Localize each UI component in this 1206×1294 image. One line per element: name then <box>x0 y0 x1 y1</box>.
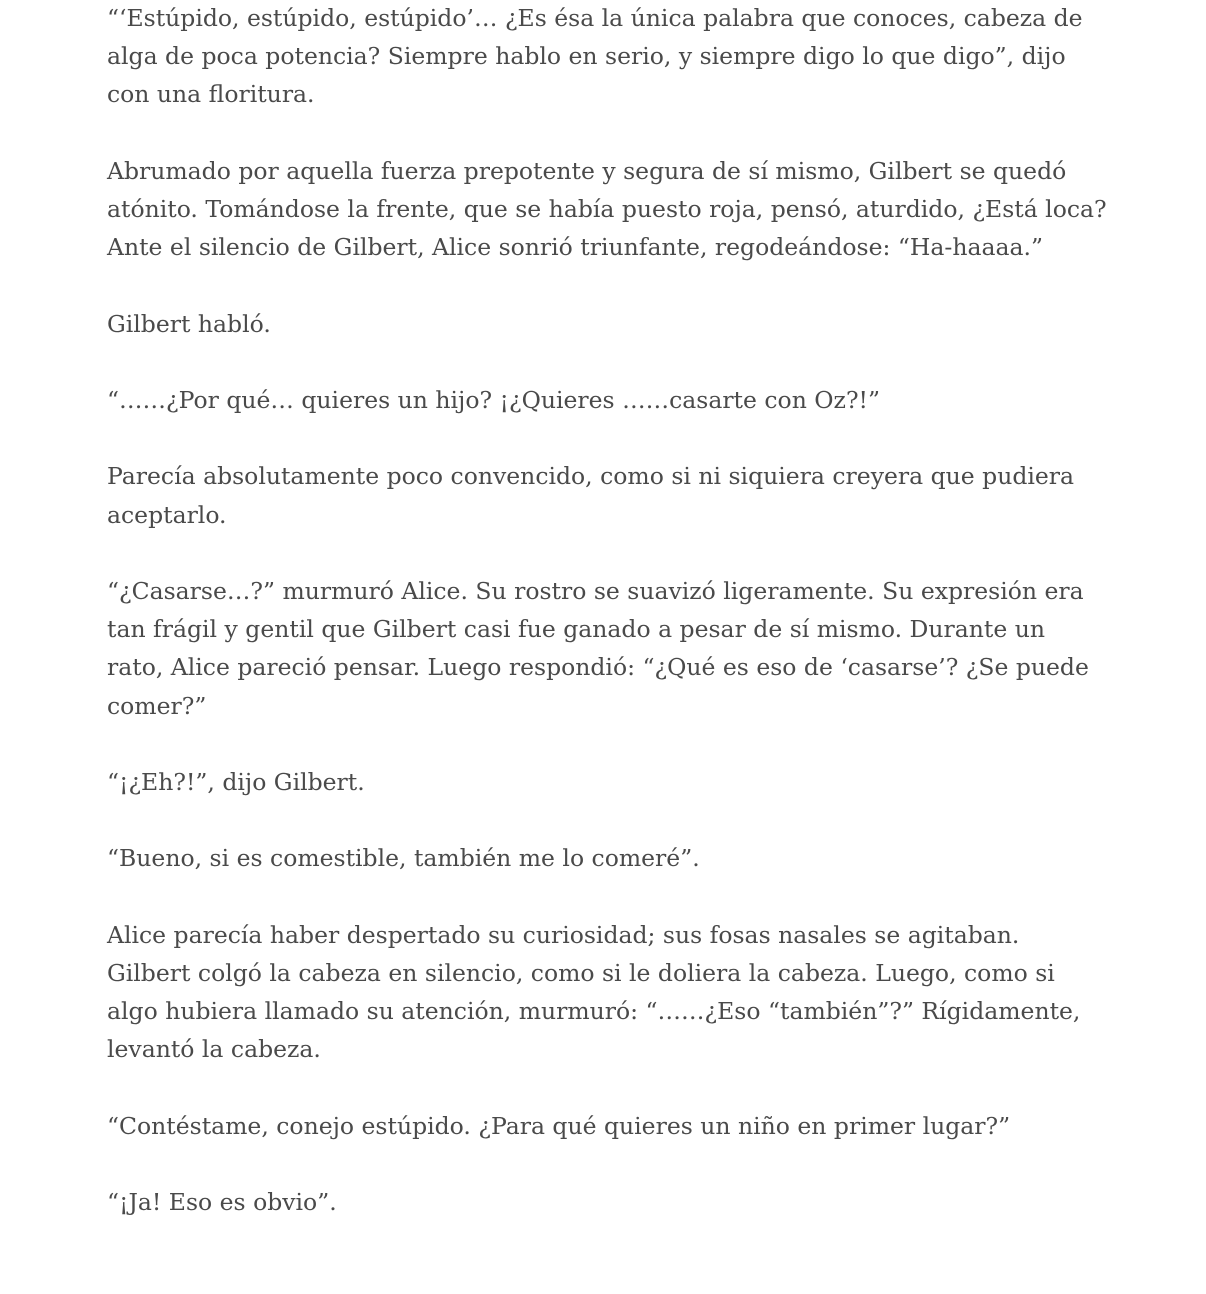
paragraph-11: “¡Ja! Eso es obvio”. <box>107 1188 337 1217</box>
paragraph-7: “¡¿Eh?!”, dijo Gilbert. <box>107 767 365 796</box>
paragraph-4: “……¿Por qué… quieres un hijo? ¡¿Quieres ……casarte con Oz?!” <box>107 385 880 414</box>
paragraph-8: “Bueno, si es comestible, también me lo comeré”. <box>107 844 700 873</box>
paragraph-2: Abrumado por aquella fuerza prepotente y segura de sí mismo, Gilbert se quedó atónito. Tomándose la frente, que se había puesto roja, pensó, aturdido, ¿Está loca? Ante el silencio de Gilbert, Alice sonrió triunfante, regodeándose: “Ha-haaaa.” <box>107 156 1107 262</box>
paragraph-3: Gilbert habló. <box>107 309 271 338</box>
paragraph-6: “¿Casarse…?” murmuró Alice. Su rostro se suavizó ligeramente. Su expresión era tan frágil y gentil que Gilbert casi fue ganado a pesar de sí mismo. Durante un rato, Alice pareció pensar. Luego respondió: “¿Qué es eso de ‘casarse’? ¿Se puede comer?” <box>107 576 1089 720</box>
article-body <box>107 0 1107 1260</box>
paragraph-5: Parecía absolutamente poco convencido, como si ni siquiera creyera que pudiera aceptarlo. <box>107 462 1075 529</box>
paragraph-9: Alice parecía haber despertado su curiosidad; sus fosas nasales se agitaban. Gilbert colgó la cabeza en silencio, como si le doliera la cabeza. Luego, como si algo hubiera llamado su atención, murmuró: “……¿Eso “también”?” Rígidamente, levantó la cabeza. <box>107 920 1081 1064</box>
paragraph-1: “‘Estúpido, estúpido, estúpido’… ¿Es ésa la única palabra que conoces, cabeza de alga de poca potencia? Siempre hablo en serio, y siempre digo lo que digo”, dijo con una floritura. <box>107 4 1083 109</box>
paragraph-10: “Contéstame, conejo estúpido. ¿Para qué quieres un niño en primer lugar?” <box>107 1111 1011 1140</box>
